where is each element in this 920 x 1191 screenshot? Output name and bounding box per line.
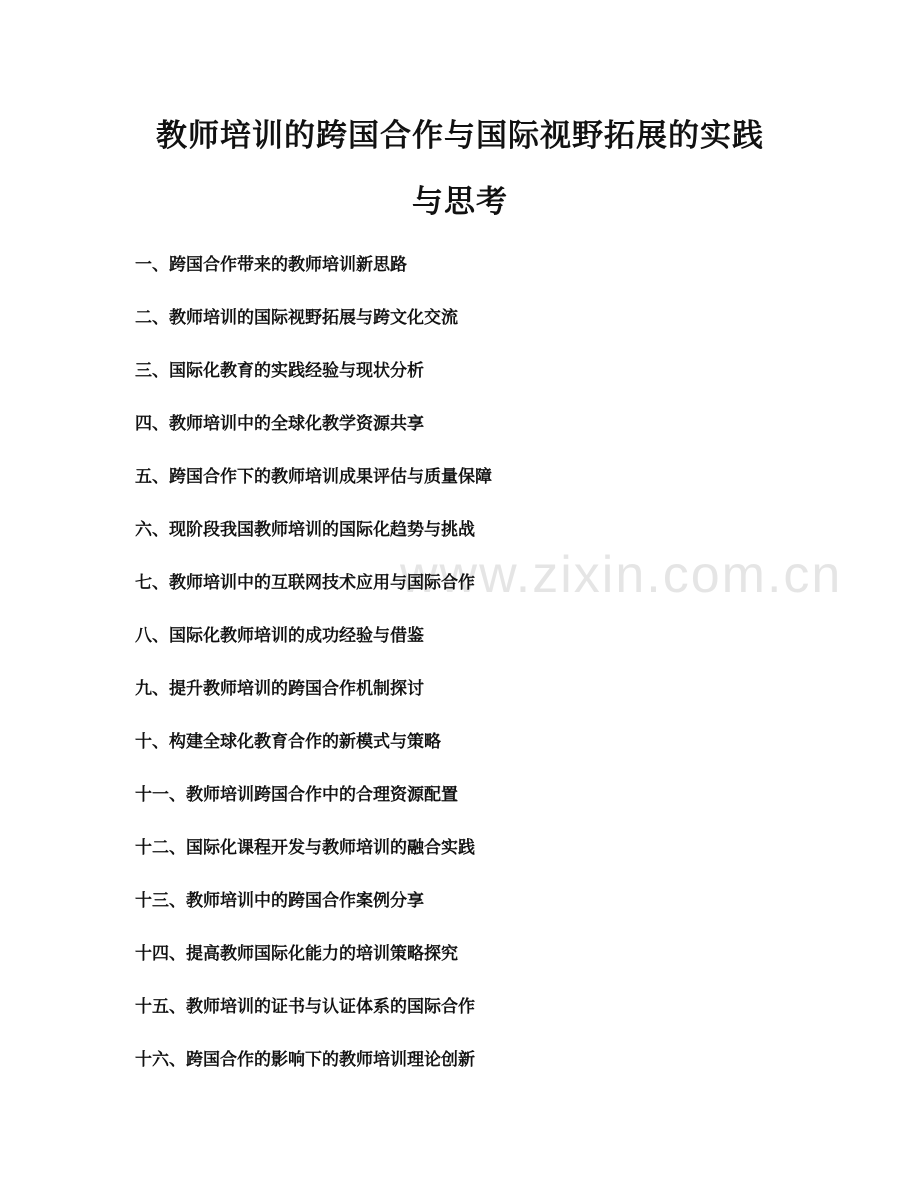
toc-item: 十、构建全球化教育合作的新模式与策略 bbox=[135, 732, 441, 752]
toc-item: 八、国际化教师培训的成功经验与借鉴 bbox=[135, 626, 424, 646]
toc-item: 六、现阶段我国教师培训的国际化趋势与挑战 bbox=[135, 520, 475, 540]
toc-item: 十四、提高教师国际化能力的培训策略探究 bbox=[135, 944, 458, 964]
toc-item: 十六、跨国合作的影响下的教师培训理论创新 bbox=[135, 1050, 475, 1070]
toc-item: 十三、教师培训中的跨国合作案例分享 bbox=[135, 891, 424, 911]
toc-item: 二、教师培训的国际视野拓展与跨文化交流 bbox=[135, 308, 458, 328]
document-title: 教师培训的跨国合作与国际视野拓展的实践 bbox=[156, 118, 764, 154]
table-of-contents bbox=[135, 252, 492, 1100]
watermark: www.zixin.com.cn bbox=[400, 546, 843, 604]
toc-item: 十一、教师培训跨国合作中的合理资源配置 bbox=[135, 785, 458, 805]
toc-item: 四、教师培训中的全球化教学资源共享 bbox=[135, 414, 424, 434]
toc-item: 九、提升教师培训的跨国合作机制探讨 bbox=[135, 679, 424, 699]
toc-item: 三、国际化教育的实践经验与现状分析 bbox=[135, 361, 424, 381]
toc-item: 一、跨国合作带来的教师培训新思路 bbox=[135, 255, 407, 275]
toc-item: 七、教师培训中的互联网技术应用与国际合作 bbox=[135, 573, 475, 593]
toc-item: 十五、教师培训的证书与认证体系的国际合作 bbox=[135, 997, 475, 1017]
toc-item: 十二、国际化课程开发与教师培训的融合实践 bbox=[135, 838, 475, 858]
toc-item: 五、跨国合作下的教师培训成果评估与质量保障 bbox=[135, 467, 492, 487]
document-title-continued: 与思考 bbox=[412, 184, 508, 220]
